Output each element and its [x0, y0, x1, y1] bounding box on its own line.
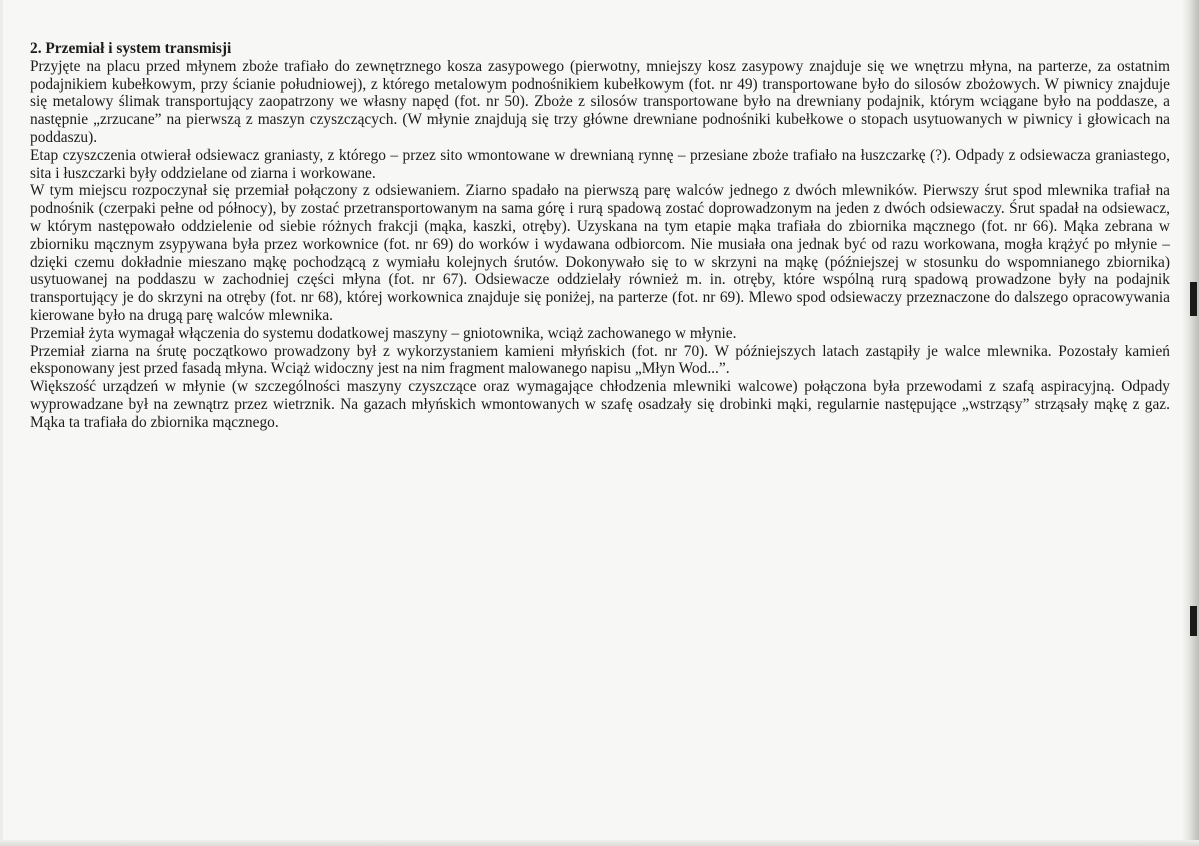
paragraph-milling: W tym miejscu rozpoczynał się przemiał połączony z odsiewaniem. Ziarno spadało na pierwszą parę walców jednego z dwóch mlewników. Pierwszy śrut spod mlewnika trafiał na podnośnik (czerpaki pełne od północy), by zostać przetransportowanym na sama górę i rurą spadową zostać doprowadzonym na jeden z dwóch odsiewaczy. Śrut spadał na odsiewacz, w którym następowało oddzielenie od siebie różnych frakcji (mąka, kaszki, otręby). Uzyskana na tym etapie mąka trafiała do zbiornika mącznego (fot. nr 66). Mąka zebrana w zbiorniku mącznym zsypywana była przez workownice (fot. nr 69) do worków i wydawana odbiorcom. Nie musiała ona jednak być od razu workowana, mogła krążyć po młynie – dzięki czemu dokładnie mieszano mąkę pochodzącą z wymiału kolejnych śrutów. Dokonywało się to w skrzyni na mąkę (późniejszej w stosunku do wspomnianego zbiornika) usytuowanej na poddaszu w zachodniej części młyna (fot. nr 67). Odsiewacze oddzielały również m. in. otręby, które wspólną rurą spadową prowadzone były na podajnik transportujący je do skrzyni na otręby (fot. nr 68), której workownica znajduje się poniżej, na parterze (fot. nr 69). Mlewo spod odsiewaczy przeznaczone do dalszego opracowywania kierowane było na drugą parę walców mlewnika. — [30, 182, 1170, 324]
paragraph-rye: Przemiał żyta wymagał włączenia do systemu dodatkowej maszyny – gniotownika, wciąż zachowanego w młynie. — [30, 324, 737, 342]
paragraph-cleaning: Etap czyszczenia otwierał odsiewacz graniasty, z którego – przez sito wmontowane w drewnianą rynnę – przesiane zboże trafiało na łuszczarkę (?). Odpady z odsiewacza graniastego, sita i łuszczarki były oddzielane od ziarna i workowane. — [30, 146, 1170, 182]
edge-registration-mark — [1190, 606, 1197, 636]
scan-bottom-edge — [0, 840, 1199, 846]
document-body — [30, 40, 1170, 432]
scan-left-edge — [0, 0, 3, 846]
paragraph-millstones: Przemiał ziarna na śrutę początkowo prowadzony był z wykorzystaniem kamieni młyńskich (fot. nr 70). W późniejszych latach zastąpiły je walce mlewnika. Pozostały kamień eksponowany jest przed fasadą młyna. Wciąż widoczny jest na nim fragment malowanego napisu „Młyn Wod...”. — [30, 342, 1170, 378]
scan-right-edge — [1183, 0, 1199, 846]
paragraph-intake: Przyjęte na placu przed młynem zboże trafiało do zewnętrznego kosza zasypowego (pierwotny, mniejszy kosz zasypowy znajduje się we wnętrzu młyna, na parterze, za ostatnim podajnikiem kubełkowym, przy ścianie południowej), z którego metalowym podnośnikiem kubełkowym (fot. nr 49) transportowane było do silosów zbożowych. W piwnicy znajduje się metalowy ślimak transportujący zaopatrzony we własny napęd (fot. nr 50). Zboże z silosów transportowane było na drewniany podajnik, którym wciągane było na poddasze, a następnie „zrzucane” na pierwszą z maszyn czyszczących. (W młynie znajdują się trzy główne drewniane podnośniki kubełkowe o stopach usytuowanych w piwnicy i głowicach na poddaszu). — [30, 57, 1170, 146]
edge-registration-mark — [1190, 282, 1197, 316]
section-heading: 2. Przemiał i system transmisji — [30, 40, 232, 57]
paragraph-aspiration: Większość urządzeń w młynie (w szczególności maszyny czyszczące oraz wymagające chłodzenia mlewniki walcowe) połączona była przewodami z szafą aspiracyjną. Odpady wyprowadzane był na zewnątrz przez wietrznik. Na gazach młyńskich wmontowanych w szafę osadzały się drobinki mąki, regularnie następujące „wstrząsy” strząsały mąkę z gaz. Mąka ta trafiała do zbiornika mącznego. — [30, 378, 1170, 431]
